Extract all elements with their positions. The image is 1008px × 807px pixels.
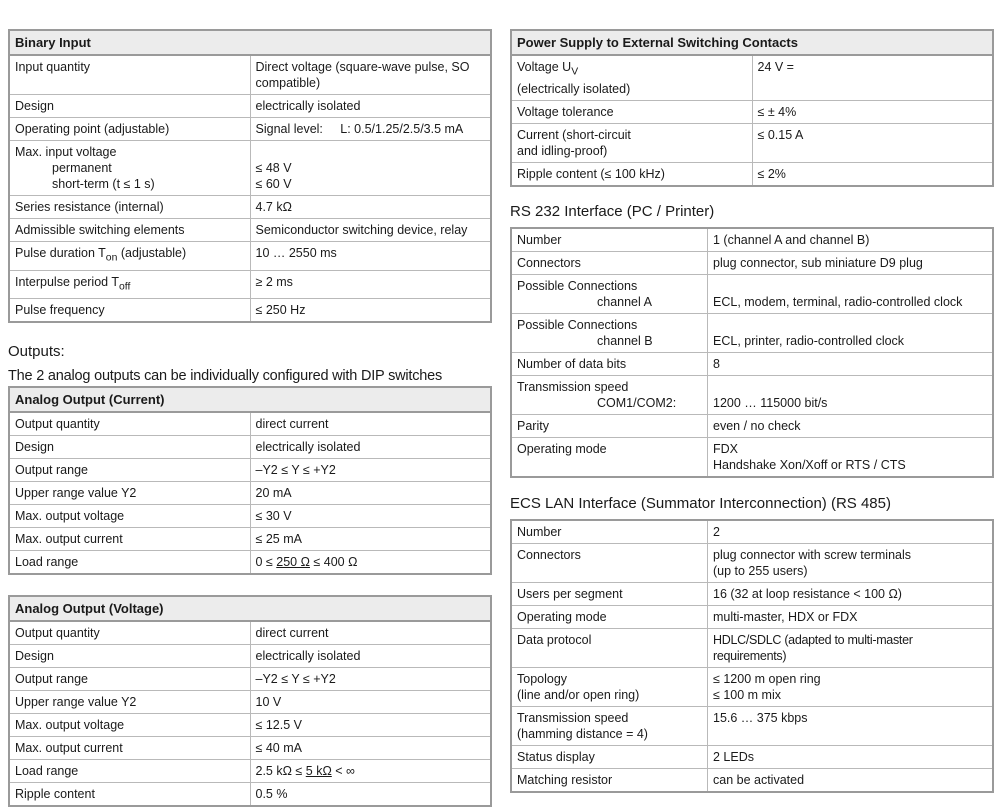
spec-value-cell — [708, 375, 994, 414]
spec-value-cell: 16 (32 at loop resistance < 100 Ω) — [708, 582, 994, 605]
spec-key-cell: Load range — [9, 760, 250, 783]
spec-value-cell: –Y2 ≤ Y ≤ +Y2 — [250, 459, 491, 482]
cell-text — [713, 379, 988, 395]
cell-text: ≤ 400 Ω — [309, 555, 358, 569]
spec-value-cell: 2 — [708, 520, 994, 544]
table-row — [9, 55, 491, 95]
spec-value-cell: can be activated — [708, 768, 994, 792]
spec-key-cell: Output range — [9, 459, 250, 482]
binary-input-table — [8, 29, 492, 323]
table-row — [9, 482, 491, 505]
spec-value-cell: ≤ 30 V — [250, 505, 491, 528]
table-row — [511, 228, 993, 252]
spec-value-cell: ≤ 250 Hz — [250, 299, 491, 323]
spec-key-cell: Number of data bits — [511, 352, 708, 375]
cell-text: Handshake Xon/Xoff or RTS / CTS — [713, 457, 906, 472]
table-row — [9, 118, 491, 141]
cell-text: V — [571, 66, 579, 78]
table-row — [511, 582, 993, 605]
spec-value-cell: 24 V = — [752, 55, 993, 100]
cell-text: 250 Ω — [276, 555, 310, 569]
table-row — [511, 414, 993, 437]
spec-key-cell: Matching resistor — [511, 768, 708, 792]
spec-key-cell: Pulse frequency — [9, 299, 250, 323]
table-row — [511, 543, 993, 582]
cell-text: Interpulse period T — [15, 274, 119, 289]
table-row — [511, 251, 993, 274]
spec-key-cell — [511, 274, 708, 313]
table-row — [511, 375, 993, 414]
cell-text: and idling-proof) — [517, 143, 608, 158]
spec-key-cell — [9, 242, 250, 271]
cell-text: Transmission speed — [517, 379, 629, 394]
spec-key-cell: Number — [511, 520, 708, 544]
power-supply-table — [510, 29, 994, 187]
spec-value-cell: 0.5 % — [250, 783, 491, 807]
table-row — [511, 667, 993, 706]
spec-key-cell: Status display — [511, 745, 708, 768]
spec-key-cell: Output range — [9, 668, 250, 691]
cell-text: 5 kΩ — [305, 764, 332, 778]
spec-key-cell: Max. output current — [9, 528, 250, 551]
cell-text: ≤ 60 V — [255, 177, 292, 191]
spec-value-cell: HDLC/SDLC (adapted to multi-master requirements) — [708, 628, 994, 667]
spec-key-cell: Parity — [511, 414, 708, 437]
cell-text: Voltage U — [517, 60, 572, 74]
cell-text: (hamming distance = 4) — [517, 726, 648, 741]
table-row — [9, 505, 491, 528]
spec-key-cell: Number — [511, 228, 708, 252]
table-row — [511, 605, 993, 628]
table-row — [511, 520, 993, 544]
table-row — [511, 437, 993, 477]
spec-key-cell: Operating mode — [511, 605, 708, 628]
outputs-heading: Outputs: — [8, 343, 65, 360]
spec-value-cell: Semiconductor switching device, relay — [250, 219, 491, 242]
spec-value-cell: electrically isolated — [250, 436, 491, 459]
spec-key-cell: Design — [9, 95, 250, 118]
table-row — [9, 299, 491, 323]
spec-value-cell: 20 mA — [250, 482, 491, 505]
spec-value-cell: ≥ 2 ms — [250, 270, 491, 299]
cell-text: ≤ 1200 m open ring — [713, 671, 821, 686]
spec-value-cell: ≤ 25 mA — [250, 528, 491, 551]
table-row — [9, 459, 491, 482]
spec-value-cell — [708, 437, 994, 477]
right-column — [510, 0, 994, 793]
spec-key-cell — [9, 141, 250, 196]
table-row — [511, 745, 993, 768]
cell-text: < ∞ — [331, 764, 355, 778]
cell-text: Possible Connections — [517, 278, 638, 293]
spec-key-cell: Load range — [9, 551, 250, 575]
cell-text: FDX — [713, 441, 738, 456]
cell-text: off — [119, 281, 131, 292]
spec-key-cell — [511, 313, 708, 352]
table-row — [511, 628, 993, 667]
spec-key-cell: Ripple content (≤ 100 kHz) — [511, 162, 752, 186]
analog-current-title: Analog Output (Current) — [9, 387, 491, 412]
spec-value-cell — [708, 274, 994, 313]
cell-text: 1200 … 115000 bit/s — [713, 395, 828, 410]
spec-key-cell: Users per segment — [511, 582, 708, 605]
cell-text: Pulse duration T — [15, 246, 106, 260]
spec-value-cell — [708, 313, 994, 352]
spec-key-cell: Admissible switching elements — [9, 219, 250, 242]
table-row — [9, 714, 491, 737]
spec-key-cell: Ripple content — [9, 783, 250, 807]
spec-value-cell — [250, 141, 491, 196]
table-row — [9, 621, 491, 645]
analog-voltage-title: Analog Output (Voltage) — [9, 596, 491, 621]
spec-value-cell — [708, 543, 994, 582]
spec-value-cell: –Y2 ≤ Y ≤ +Y2 — [250, 668, 491, 691]
spec-key-cell: Voltage tolerance — [511, 100, 752, 123]
cell-text: ≤ 48 V — [255, 161, 292, 175]
analog-current-table — [8, 386, 492, 575]
ecs-heading: ECS LAN Interface (Summator Interconnection) (RS 485) — [510, 494, 891, 512]
spec-value-cell: direct current — [250, 412, 491, 436]
spec-value-cell: Signal level: L: 0.5/1.25/2.5/3.5 mA — [250, 118, 491, 141]
table-row — [511, 100, 993, 123]
spec-key-cell — [511, 375, 708, 414]
cell-text: on — [105, 252, 118, 264]
spec-value-cell: 1 (channel A and channel B) — [708, 228, 994, 252]
cell-text: ECL, printer, radio-controlled clock — [713, 333, 905, 348]
spec-key-cell: Upper range value Y2 — [9, 691, 250, 714]
table-row — [9, 760, 491, 783]
table-row — [511, 352, 993, 375]
cell-text: Transmission speed — [517, 710, 629, 725]
outputs-heading-block — [8, 342, 492, 386]
spec-value-cell: 8 — [708, 352, 994, 375]
spec-key-cell: Max. output voltage — [9, 505, 250, 528]
spec-key-cell: Design — [9, 436, 250, 459]
spec-value-cell: 10 … 2550 ms — [250, 242, 491, 271]
spec-key-cell: Max. output voltage — [9, 714, 250, 737]
left-column — [8, 0, 492, 807]
spec-value-cell — [250, 760, 491, 783]
ecs-table — [510, 519, 994, 793]
cell-text — [256, 144, 487, 160]
table-row — [9, 219, 491, 242]
spec-key-cell: Max. output current — [9, 737, 250, 760]
cell-text: 2.5 kΩ ≤ — [255, 764, 306, 778]
table-row — [9, 668, 491, 691]
spec-value-cell: ≤ 12.5 V — [250, 714, 491, 737]
table-row — [511, 313, 993, 352]
table-row — [9, 645, 491, 668]
spec-key-cell — [511, 667, 708, 706]
cell-text — [713, 278, 988, 294]
cell-text: (line and/or open ring) — [517, 687, 640, 702]
cell-text: permanent — [52, 161, 112, 175]
spec-key-cell — [511, 123, 752, 162]
cell-text: (adjustable) — [117, 246, 187, 260]
spec-value-cell: ≤ 0.15 A — [752, 123, 993, 162]
table-row — [511, 706, 993, 745]
cell-text: 0 ≤ — [255, 555, 277, 569]
spec-value-cell: 10 V — [250, 691, 491, 714]
table-row — [9, 436, 491, 459]
rs232-table — [510, 227, 994, 478]
rs232-heading: RS 232 Interface (PC / Printer) — [510, 202, 715, 220]
cell-text: plug connector with screw terminals — [713, 547, 911, 562]
spec-value-cell: multi-master, HDX or FDX — [708, 605, 994, 628]
spec-value-cell: 15.6 … 375 kbps — [708, 706, 994, 745]
spec-value-cell: plug connector, sub miniature D9 plug — [708, 251, 994, 274]
spec-key-cell — [511, 55, 752, 100]
spec-key-cell: Upper range value Y2 — [9, 482, 250, 505]
table-row — [9, 270, 491, 299]
spec-value-cell: even / no check — [708, 414, 994, 437]
cell-text: ≤ 100 m mix — [713, 687, 781, 702]
spec-value-cell: Direct voltage (square-wave pulse, SO compatible) — [250, 55, 491, 95]
spec-key-cell: Design — [9, 645, 250, 668]
outputs-note: The 2 analog outputs can be individually configured with DIP switches — [8, 368, 443, 384]
table-row — [9, 528, 491, 551]
spec-key-cell: Operating mode — [511, 437, 708, 477]
table-row — [9, 737, 491, 760]
spec-value-cell — [250, 551, 491, 575]
analog-voltage-table — [8, 595, 492, 807]
cell-text: ECL, modem, terminal, radio-controlled clock — [713, 294, 963, 309]
table-row — [9, 141, 491, 196]
table-row — [511, 55, 993, 100]
table-row — [511, 162, 993, 186]
spec-key-cell: Output quantity — [9, 621, 250, 645]
spec-value-cell: direct current — [250, 621, 491, 645]
table-row — [9, 783, 491, 807]
cell-text: Possible Connections — [517, 317, 638, 332]
cell-text: Current (short-circuit — [517, 127, 631, 142]
cell-text: channel A — [597, 294, 652, 309]
spec-key-cell: Output quantity — [9, 412, 250, 436]
spec-key-cell: Series resistance (internal) — [9, 196, 250, 219]
spec-value-cell: ≤ 40 mA — [250, 737, 491, 760]
cell-text: COM1/COM2: — [597, 395, 677, 410]
spec-value-cell — [708, 667, 994, 706]
cell-text — [713, 317, 988, 333]
spec-key-cell: Input quantity — [9, 55, 250, 95]
cell-text: short-term (t ≤ 1 s) — [52, 177, 155, 191]
spec-key-cell: Data protocol — [511, 628, 708, 667]
table-row — [9, 242, 491, 271]
cell-text: Max. input voltage — [15, 145, 117, 159]
spec-key-cell: Operating point (adjustable) — [9, 118, 250, 141]
spec-value-cell: ≤ 2% — [752, 162, 993, 186]
spec-value-cell: ≤ ± 4% — [752, 100, 993, 123]
spec-key-cell: Connectors — [511, 543, 708, 582]
spec-value-cell: electrically isolated — [250, 645, 491, 668]
cell-text: Topology — [517, 671, 568, 686]
spec-key-cell: Connectors — [511, 251, 708, 274]
table-row — [9, 551, 491, 575]
table-row — [9, 95, 491, 118]
spec-value-cell: electrically isolated — [250, 95, 491, 118]
cell-text: channel B — [597, 333, 653, 348]
binary-input-title: Binary Input — [9, 30, 491, 55]
power-supply-title: Power Supply to External Switching Contacts — [511, 30, 993, 55]
table-row — [511, 768, 993, 792]
cell-text: (electrically isolated) — [517, 81, 631, 96]
spec-key-cell — [9, 270, 250, 299]
table-row — [511, 274, 993, 313]
table-row — [9, 412, 491, 436]
spec-value-cell: 2 LEDs — [708, 745, 994, 768]
spec-value-cell: 4.7 kΩ — [250, 196, 491, 219]
cell-text: (up to 255 users) — [713, 563, 808, 578]
table-row — [9, 196, 491, 219]
table-row — [9, 691, 491, 714]
spec-key-cell — [511, 706, 708, 745]
table-row — [511, 123, 993, 162]
